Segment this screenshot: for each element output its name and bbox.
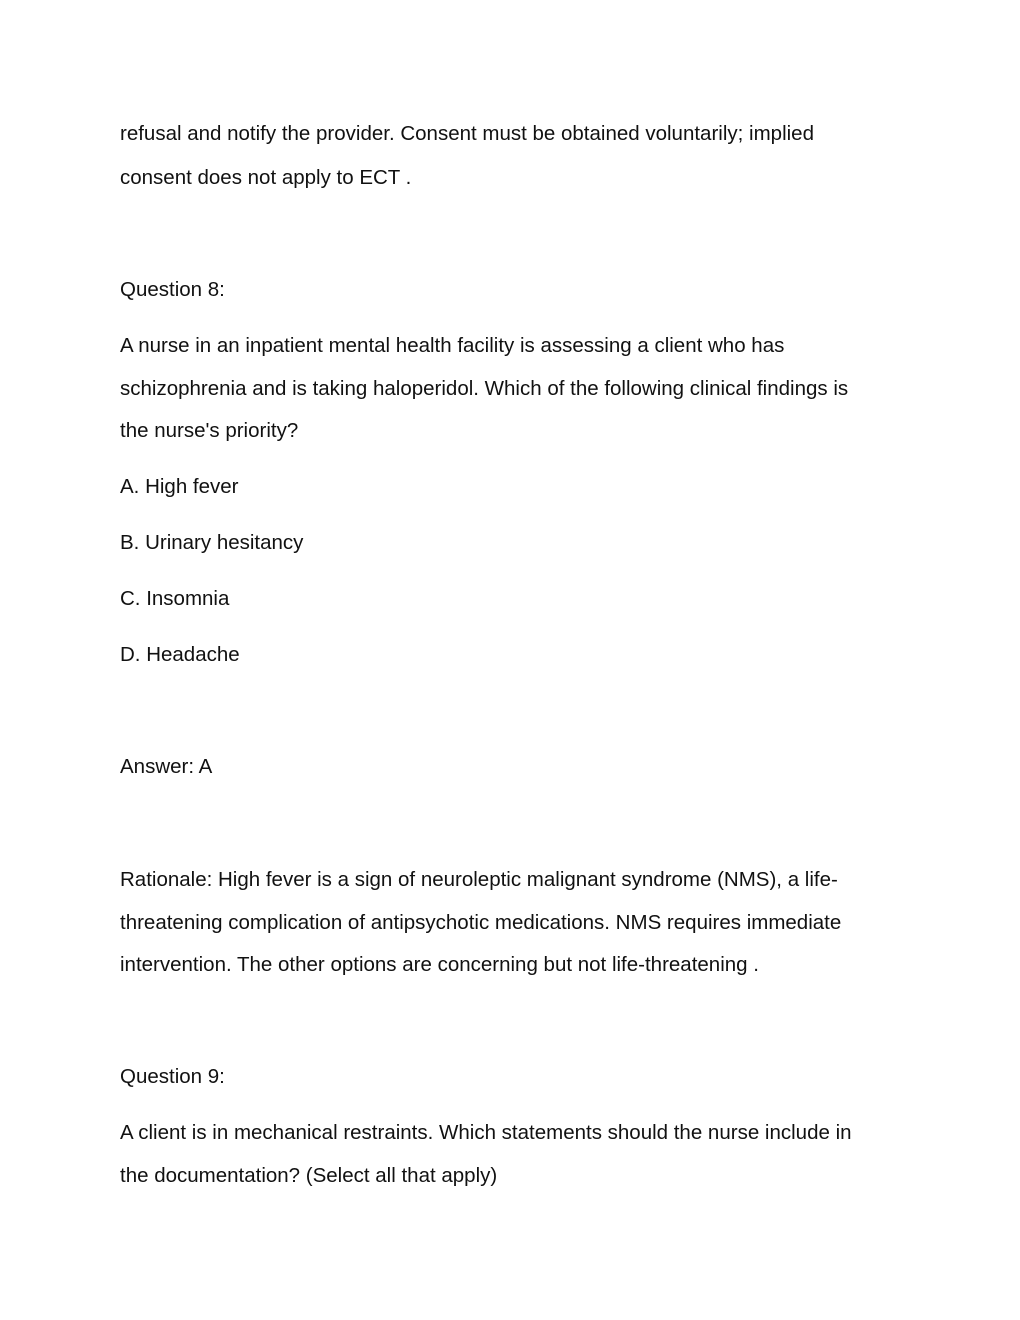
question-heading: Question 8: [120,278,225,301]
answer-option: A. High fever [120,475,239,498]
answer-option: D. Headache [120,643,240,666]
answer-option: B. Urinary hesitancy [120,531,304,554]
question-stem-line: A nurse in an inpatient mental health facility is assessing a client who has [120,334,785,357]
question-stem-line: A client is in mechanical restraints. Which statements should the nurse include in [120,1121,852,1144]
rationale-line: Rationale: High fever is a sign of neuroleptic malignant syndrome (NMS), a life- [120,868,838,891]
question-stem-line: the documentation? (Select all that apply) [120,1164,498,1187]
question-stem-line: the nurse's priority? [120,419,299,442]
question-stem-line: schizophrenia and is taking haloperidol. Which of the following clinical findings is [120,377,849,400]
rationale-line: intervention. The other options are concerning but not life-threatening . [120,953,759,976]
question-heading: Question 9: [120,1065,225,1088]
answer-option: C. Insomnia [120,587,230,610]
rationale-line: threatening complication of antipsychotic medications. NMS requires immediate [120,911,842,934]
answer-key: Answer: A [120,755,213,778]
paragraph-line: refusal and notify the provider. Consent must be obtained voluntarily; implied [120,122,814,145]
paragraph-line: consent does not apply to ECT . [120,166,412,189]
